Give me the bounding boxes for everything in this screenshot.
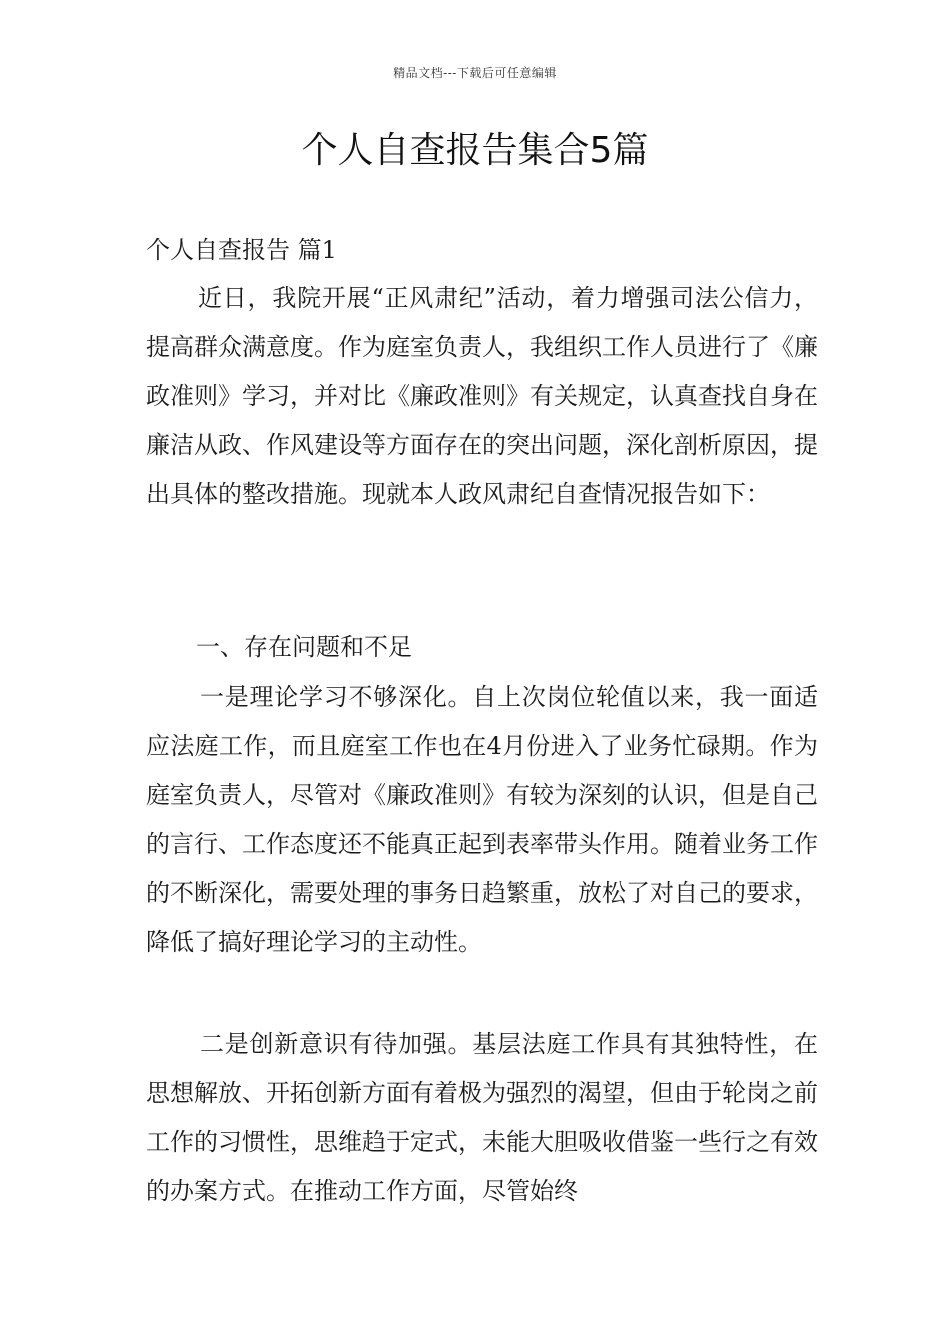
header-note: 精品文档---下载后可任意编辑 xyxy=(393,66,557,80)
sub-heading: 一、存在问题和不足 xyxy=(196,633,412,661)
intro-paragraph: 近日，我院开展“正风肃纪”活动，着力增强司法公信力，提高群众满意度。作为庭室负责人，我组织工作人员进行了《廉政准则》学习，并对比《廉政准则》有关规定，认真查找自身在廉洁从政、作风建设等方面存在的突出问题，深化剖析原因，提出具体的整改措施。现就本人政风肃纪自查情况报告如下： xyxy=(146,284,818,508)
body-paragraph-2: 二是创新意识有待加强。基层法庭工作具有其独特性，在思想解放、开拓创新方面有着极为强烈的渴望，但由于轮岗之前工作的习惯性，思维趋于定式，未能大胆吸收借鉴一些行之有效的办案方式。在推动工作方面，尽管始终 xyxy=(146,1030,818,1205)
section-heading: 个人自查报告 篇1 xyxy=(146,236,337,264)
document-title: 个人自查报告集合5篇 xyxy=(301,130,649,171)
body-paragraph-1: 一是理论学习不够深化。自上次岗位轮值以来，我一面适应法庭工作，而且庭室工作也在4月份进入了业务忙碌期。作为庭室负责人，尽管对《廉政准则》有较为深刻的认识，但是自己的言行、工作态度还不能真正起到表率带头作用。随着业务工作的不断深化，需要处理的事务日趋繁重，放松了对自己的要求，降低了搞好理论学习的主动性。 xyxy=(146,683,818,956)
